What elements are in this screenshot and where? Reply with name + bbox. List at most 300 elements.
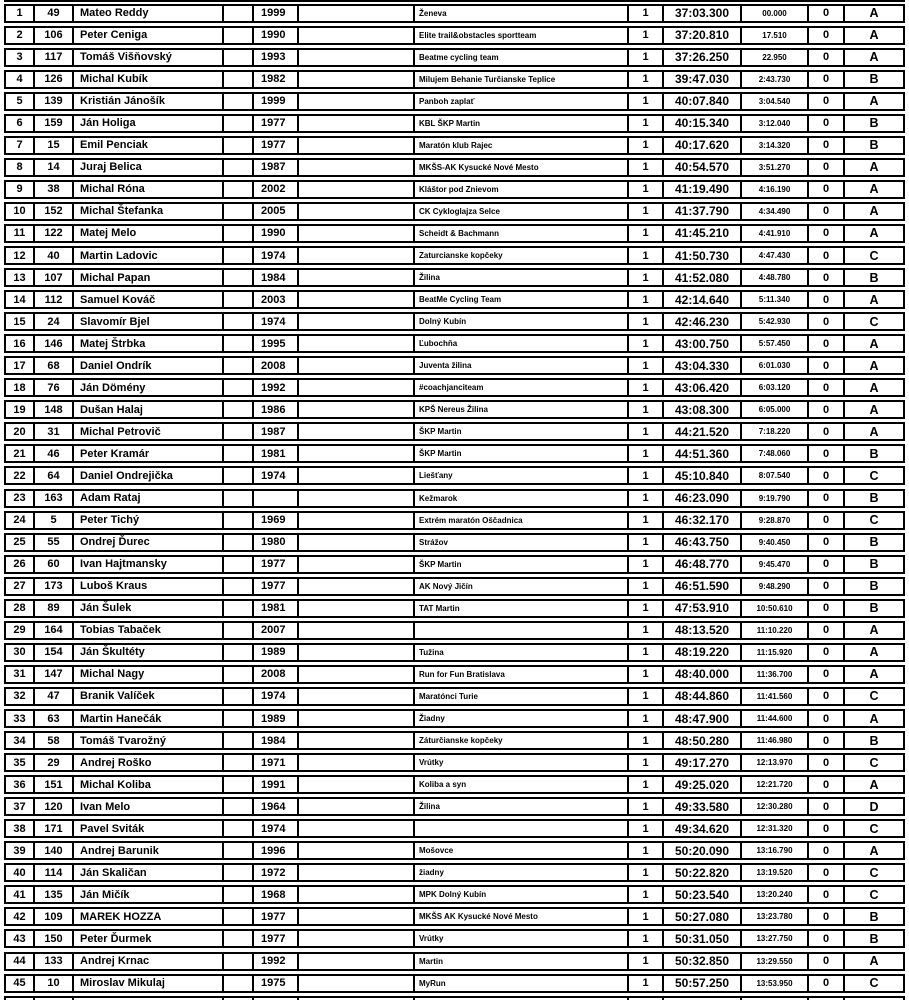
table-row <box>4 290 905 309</box>
rank-cell: 41 <box>6 887 35 902</box>
year-cell: 1986 <box>254 402 299 417</box>
table-row <box>4 709 905 728</box>
team-cell: BeatMe Cycling Team <box>415 292 629 307</box>
bib-cell: 173 <box>35 579 74 594</box>
rank-cell: 33 <box>6 711 35 726</box>
bib-cell: 109 <box>35 909 74 924</box>
year-cell: 1990 <box>254 28 299 43</box>
spacer-cell <box>299 931 415 946</box>
bib-cell: 58 <box>35 733 74 748</box>
table-row <box>4 599 905 618</box>
laps-cell: 1 <box>629 799 664 814</box>
bib-cell: 126 <box>35 72 74 87</box>
time-cell: 42:46.230 <box>664 314 742 329</box>
time-cell: 41:52.080 <box>664 270 742 285</box>
spacer-cell <box>299 491 415 506</box>
gap-cell: 22.950 <box>742 50 809 65</box>
spacer-cell <box>299 6 415 21</box>
spacer-cell <box>224 976 254 991</box>
spacer-cell <box>299 623 415 638</box>
category-cell: C <box>869 755 879 770</box>
time-cell: 49:25.020 <box>664 777 742 792</box>
gap-cell: 9:19.790 <box>742 491 809 506</box>
category-cell: B <box>869 446 879 461</box>
spacer-cell <box>224 909 254 924</box>
team-cell: Scheidt & Bachmann <box>415 226 629 241</box>
penalty-cell: 0 <box>809 424 845 439</box>
team-cell: žiadny <box>415 865 629 880</box>
category-cell: A <box>869 226 879 241</box>
time-cell: 40:54.570 <box>664 160 742 175</box>
gap-cell: 13:20.240 <box>742 887 809 902</box>
team-cell: Panboh zaplať <box>415 94 629 109</box>
rank-cell: 38 <box>6 821 35 836</box>
name-cell: Daniel Ondrejička <box>74 468 224 483</box>
table-row <box>4 114 905 133</box>
time-cell: 49:34.620 <box>664 821 742 836</box>
penalty-cell: 0 <box>809 204 845 219</box>
rank-cell: 6 <box>6 116 35 131</box>
spacer-cell <box>299 50 415 65</box>
category-cell: D <box>869 799 879 814</box>
team-cell: Ľubochňa <box>415 336 629 351</box>
year-cell: 1981 <box>254 601 299 616</box>
table-row <box>4 533 905 552</box>
penalty-cell: 0 <box>809 799 845 814</box>
spacer-cell <box>299 777 415 792</box>
penalty-cell: 0 <box>809 270 845 285</box>
year-cell: 1977 <box>254 931 299 946</box>
table-row <box>4 400 905 419</box>
year-cell: 1969 <box>254 513 299 528</box>
penalty-cell: 0 <box>809 645 845 660</box>
team-cell: Milujem Behanie Turčianske Teplice <box>415 72 629 87</box>
gap-cell: 11:15.920 <box>742 645 809 660</box>
team-cell: KBL ŠKP Martin <box>415 116 629 131</box>
rank-cell: 13 <box>6 270 35 285</box>
laps-cell: 1 <box>629 358 664 373</box>
name-cell: Andrej Barunik <box>74 843 224 858</box>
penalty-cell: 0 <box>809 821 845 836</box>
laps-cell: 1 <box>629 513 664 528</box>
bib-cell: 60 <box>35 557 74 572</box>
spacer-cell <box>299 601 415 616</box>
year-cell: 1977 <box>254 116 299 131</box>
team-cell: ŠKP Martin <box>415 424 629 439</box>
laps-cell: 1 <box>629 424 664 439</box>
bib-cell: 120 <box>35 799 74 814</box>
year-cell: 1977 <box>254 557 299 572</box>
penalty-cell: 0 <box>809 446 845 461</box>
spacer-cell <box>224 6 254 21</box>
spacer-cell <box>299 182 415 197</box>
bib-cell: 40 <box>35 248 74 263</box>
laps-cell: 1 <box>629 270 664 285</box>
name-cell: Michal Nagy <box>74 667 224 682</box>
penalty-cell: 0 <box>809 160 845 175</box>
spacer-cell <box>224 204 254 219</box>
laps-cell: 1 <box>629 645 664 660</box>
penalty-cell: 0 <box>809 865 845 880</box>
gap-cell: 9:40.450 <box>742 535 809 550</box>
laps-cell: 1 <box>629 976 664 991</box>
category-cell: A <box>869 292 879 307</box>
time-cell: 45:10.840 <box>664 468 742 483</box>
team-cell: Mošovce <box>415 843 629 858</box>
rows-host <box>4 4 905 993</box>
spacer-cell <box>299 799 415 814</box>
laps-cell: 1 <box>629 954 664 969</box>
bib-cell: 5 <box>35 513 74 528</box>
team-cell: AK Nový Jičín <box>415 579 629 594</box>
table-row <box>4 555 905 574</box>
spacer-cell <box>224 931 254 946</box>
team-cell: KPŠ Nereus Žilina <box>415 402 629 417</box>
category-cell: A <box>869 182 879 197</box>
spacer-cell <box>224 843 254 858</box>
year-cell: 1993 <box>254 50 299 65</box>
rank-cell: 9 <box>6 182 35 197</box>
team-cell: Extrém maratón Oščadnica <box>415 513 629 528</box>
laps-cell: 1 <box>629 314 664 329</box>
category-cell: B <box>869 557 879 572</box>
bib-cell: 89 <box>35 601 74 616</box>
spacer-cell <box>299 821 415 836</box>
spacer-cell <box>299 579 415 594</box>
table-row <box>4 246 905 265</box>
name-cell: Andrej Krnac <box>74 954 224 969</box>
penalty-cell: 0 <box>809 380 845 395</box>
gap-cell: 11:46.980 <box>742 733 809 748</box>
gap-cell: 8:07.540 <box>742 468 809 483</box>
laps-cell: 1 <box>629 755 664 770</box>
year-cell: 1982 <box>254 72 299 87</box>
table-row <box>4 92 905 111</box>
spacer-cell <box>224 160 254 175</box>
team-cell: Dolný Kubín <box>415 314 629 329</box>
penalty-cell: 0 <box>809 292 845 307</box>
spacer-cell <box>299 733 415 748</box>
spacer-cell <box>299 226 415 241</box>
team-cell: TAT Martin <box>415 601 629 616</box>
year-cell: 1992 <box>254 380 299 395</box>
table-row <box>4 577 905 596</box>
time-cell: 43:06.420 <box>664 380 742 395</box>
spacer-cell <box>299 711 415 726</box>
bib-cell: 15 <box>35 138 74 153</box>
name-cell: Matej Štrbka <box>74 336 224 351</box>
name-cell: Michal Papan <box>74 270 224 285</box>
rank-cell: 43 <box>6 931 35 946</box>
name-cell: Adam Rataj <box>74 491 224 506</box>
spacer-cell <box>224 601 254 616</box>
laps-cell: 1 <box>629 28 664 43</box>
spacer-cell <box>299 424 415 439</box>
rank-cell: 7 <box>6 138 35 153</box>
rank-cell: 5 <box>6 94 35 109</box>
laps-cell: 1 <box>629 446 664 461</box>
team-cell: Maratón klub Rajec <box>415 138 629 153</box>
year-cell: 2008 <box>254 667 299 682</box>
table-row <box>4 687 905 706</box>
results-table <box>4 0 905 1000</box>
laps-cell: 1 <box>629 226 664 241</box>
laps-cell: 1 <box>629 777 664 792</box>
year-cell: 2007 <box>254 623 299 638</box>
rank-cell: 20 <box>6 424 35 439</box>
penalty-cell: 0 <box>809 72 845 87</box>
spacer-cell <box>299 976 415 991</box>
laps-cell: 1 <box>629 865 664 880</box>
gap-cell: 10:50.610 <box>742 601 809 616</box>
time-cell: 46:48.770 <box>664 557 742 572</box>
rank-cell: 29 <box>6 623 35 638</box>
penalty-cell: 0 <box>809 50 845 65</box>
table-row <box>4 819 905 838</box>
year-cell: 1995 <box>254 336 299 351</box>
rank-cell: 17 <box>6 358 35 373</box>
time-cell: 46:43.750 <box>664 535 742 550</box>
spacer-cell <box>224 314 254 329</box>
bib-cell: 64 <box>35 468 74 483</box>
spacer-cell <box>224 623 254 638</box>
year-cell: 1974 <box>254 468 299 483</box>
gap-cell: 13:27.750 <box>742 931 809 946</box>
laps-cell: 1 <box>629 711 664 726</box>
team-cell: Beatme cycling team <box>415 50 629 65</box>
name-cell: Peter Ceniga <box>74 28 224 43</box>
year-cell <box>254 491 299 506</box>
spacer-cell <box>224 292 254 307</box>
bib-cell: 148 <box>35 402 74 417</box>
name-cell: Slavomír Bjel <box>74 314 224 329</box>
gap-cell: 4:16.190 <box>742 182 809 197</box>
table-row <box>4 974 905 993</box>
laps-cell: 1 <box>629 138 664 153</box>
year-cell: 1977 <box>254 579 299 594</box>
table-row <box>4 466 905 485</box>
spacer-cell <box>224 821 254 836</box>
laps-cell: 1 <box>629 689 664 704</box>
rank-cell: 31 <box>6 667 35 682</box>
rank-cell: 45 <box>6 976 35 991</box>
gap-cell: 3:04.540 <box>742 94 809 109</box>
category-cell: A <box>869 94 879 109</box>
category-cell: B <box>869 909 879 924</box>
time-cell: 50:27.080 <box>664 909 742 924</box>
time-cell: 43:04.330 <box>664 358 742 373</box>
spacer-cell <box>299 865 415 880</box>
table-row <box>4 4 905 23</box>
name-cell: Daniel Ondrík <box>74 358 224 373</box>
rank-cell: 28 <box>6 601 35 616</box>
year-cell: 1987 <box>254 424 299 439</box>
rank-cell: 25 <box>6 535 35 550</box>
year-cell: 2003 <box>254 292 299 307</box>
category-cell: C <box>869 976 879 991</box>
penalty-cell: 0 <box>809 336 845 351</box>
category-cell: C <box>869 887 879 902</box>
laps-cell: 1 <box>629 160 664 175</box>
year-cell: 1977 <box>254 138 299 153</box>
name-cell: Ján Skaličan <box>74 865 224 880</box>
bib-cell: 46 <box>35 446 74 461</box>
spacer-cell <box>299 94 415 109</box>
year-cell: 1968 <box>254 887 299 902</box>
category-cell: C <box>869 314 879 329</box>
bib-cell: 151 <box>35 777 74 792</box>
gap-cell: 4:34.490 <box>742 204 809 219</box>
time-cell: 43:08.300 <box>664 402 742 417</box>
spacer-cell <box>224 248 254 263</box>
table-row <box>4 334 905 353</box>
team-cell: Kežmarok <box>415 491 629 506</box>
spacer-cell <box>299 667 415 682</box>
spacer-cell <box>299 138 415 153</box>
table-row <box>4 224 905 243</box>
rank-cell: 15 <box>6 314 35 329</box>
gap-cell: 5:57.450 <box>742 336 809 351</box>
penalty-cell: 0 <box>809 491 845 506</box>
time-cell: 50:20.090 <box>664 843 742 858</box>
team-cell: Vrútky <box>415 755 629 770</box>
table-row <box>4 444 905 463</box>
gap-cell: 4:47.430 <box>742 248 809 263</box>
spacer-cell <box>224 557 254 572</box>
spacer-cell <box>299 380 415 395</box>
rank-cell: 26 <box>6 557 35 572</box>
category-cell: A <box>869 380 879 395</box>
time-cell: 50:22.820 <box>664 865 742 880</box>
name-cell: Kristián Jánošík <box>74 94 224 109</box>
rank-cell: 8 <box>6 160 35 175</box>
rank-cell: 35 <box>6 755 35 770</box>
spacer-cell <box>224 513 254 528</box>
time-cell: 47:53.910 <box>664 601 742 616</box>
category-cell: B <box>869 733 879 748</box>
laps-cell: 1 <box>629 182 664 197</box>
name-cell: Peter Kramár <box>74 446 224 461</box>
spacer-cell <box>224 138 254 153</box>
laps-cell: 1 <box>629 623 664 638</box>
laps-cell: 1 <box>629 468 664 483</box>
name-cell: Samuel Kováč <box>74 292 224 307</box>
rank-cell: 36 <box>6 777 35 792</box>
team-cell: #coachjanciteam <box>415 380 629 395</box>
laps-cell: 1 <box>629 601 664 616</box>
laps-cell: 1 <box>629 94 664 109</box>
name-cell: MAREK HOZZA <box>74 909 224 924</box>
year-cell: 2005 <box>254 204 299 219</box>
spacer-cell <box>299 843 415 858</box>
name-cell: Luboš Kraus <box>74 579 224 594</box>
team-cell: Kláštor pod Znievom <box>415 182 629 197</box>
year-cell: 1989 <box>254 645 299 660</box>
category-cell: A <box>869 50 879 65</box>
penalty-cell: 0 <box>809 248 845 263</box>
gap-cell: 3:14.320 <box>742 138 809 153</box>
laps-cell: 1 <box>629 491 664 506</box>
time-cell: 48:50.280 <box>664 733 742 748</box>
penalty-cell: 0 <box>809 535 845 550</box>
gap-cell: 13:19.520 <box>742 865 809 880</box>
rank-cell: 40 <box>6 865 35 880</box>
gap-cell: 9:28.870 <box>742 513 809 528</box>
team-cell: ŠKP Martin <box>415 557 629 572</box>
gap-cell: 3:12.040 <box>742 116 809 131</box>
gap-cell: 2:43.730 <box>742 72 809 87</box>
category-cell: B <box>869 601 879 616</box>
spacer-cell <box>224 336 254 351</box>
team-cell: Koliba a syn <box>415 777 629 792</box>
penalty-cell: 0 <box>809 777 845 792</box>
spacer-cell <box>299 270 415 285</box>
spacer-cell <box>299 755 415 770</box>
name-cell: Michal Petrovič <box>74 424 224 439</box>
bib-cell: 47 <box>35 689 74 704</box>
year-cell: 1996 <box>254 843 299 858</box>
spacer-cell <box>299 887 415 902</box>
time-cell: 48:47.900 <box>664 711 742 726</box>
spacer-cell <box>299 358 415 373</box>
spacer-cell <box>224 645 254 660</box>
gap-cell: 7:18.220 <box>742 424 809 439</box>
category-cell: A <box>869 336 879 351</box>
category-cell: C <box>869 821 879 836</box>
name-cell: Dušan Halaj <box>74 402 224 417</box>
year-cell: 1984 <box>254 733 299 748</box>
year-cell: 1974 <box>254 689 299 704</box>
name-cell: Ján Mičík <box>74 887 224 902</box>
time-cell: 40:07.840 <box>664 94 742 109</box>
time-cell: 49:17.270 <box>664 755 742 770</box>
spacer-cell <box>224 226 254 241</box>
table-row <box>4 797 905 816</box>
name-cell: Miroslav Mikulaj <box>74 976 224 991</box>
spacer-cell <box>224 491 254 506</box>
table-row <box>4 489 905 508</box>
table-row <box>4 643 905 662</box>
gap-cell: 9:45.470 <box>742 557 809 572</box>
rank-cell: 18 <box>6 380 35 395</box>
spacer-cell <box>299 468 415 483</box>
time-cell: 40:15.340 <box>664 116 742 131</box>
table-row <box>4 312 905 331</box>
team-cell <box>415 623 629 638</box>
penalty-cell: 0 <box>809 843 845 858</box>
table-row <box>4 907 905 926</box>
bib-cell: 154 <box>35 645 74 660</box>
table-row <box>4 731 905 750</box>
team-cell: Ženeva <box>415 6 629 21</box>
name-cell: Martin Hanečák <box>74 711 224 726</box>
spacer-cell <box>224 94 254 109</box>
category-cell: A <box>869 6 879 20</box>
spacer-cell <box>299 535 415 550</box>
time-cell: 37:20.810 <box>664 28 742 43</box>
spacer-cell <box>299 513 415 528</box>
name-cell: Michal Róna <box>74 182 224 197</box>
table-row <box>4 356 905 375</box>
category-cell: B <box>869 138 879 153</box>
year-cell: 2002 <box>254 182 299 197</box>
penalty-cell: 0 <box>809 887 845 902</box>
table-row <box>4 202 905 221</box>
penalty-cell: 0 <box>809 954 845 969</box>
bib-cell: 159 <box>35 116 74 131</box>
rank-cell: 4 <box>6 72 35 87</box>
spacer-cell <box>299 446 415 461</box>
